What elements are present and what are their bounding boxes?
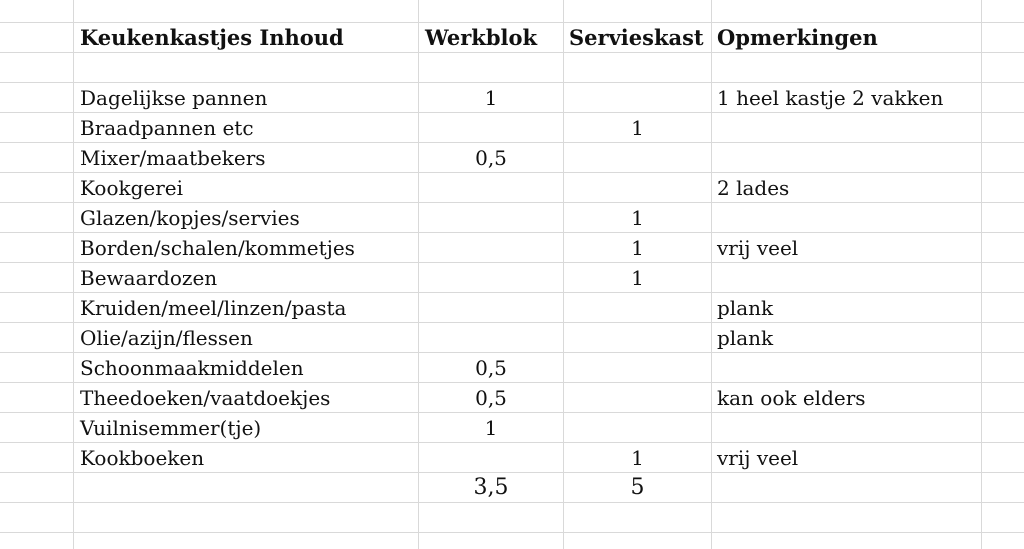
- cell-werkblok[interactable]: [419, 233, 563, 263]
- cell-servieskast[interactable]: 1: [631, 236, 644, 260]
- total-werkblok[interactable]: 3,5: [473, 475, 509, 500]
- cell-werkblok[interactable]: 0,5: [475, 146, 507, 170]
- cell-werkblok[interactable]: 1: [484, 416, 498, 440]
- cell-item[interactable]: Glazen/kopjes/servies: [80, 206, 300, 230]
- cell-servieskast[interactable]: 1: [631, 266, 644, 290]
- cell-servieskast[interactable]: [564, 383, 711, 413]
- cell-opmerking[interactable]: [717, 263, 981, 293]
- cell-opmerking[interactable]: vrij veel: [717, 236, 799, 260]
- cell-opmerking[interactable]: plank: [717, 326, 774, 350]
- cell-opmerking[interactable]: [717, 413, 981, 443]
- cell-servieskast[interactable]: [564, 323, 711, 353]
- cell-opmerking[interactable]: [717, 143, 981, 173]
- cell-item[interactable]: Braadpannen etc: [80, 116, 254, 140]
- cell-servieskast[interactable]: [564, 413, 711, 443]
- cell-werkblok[interactable]: 0,5: [475, 356, 507, 380]
- cell-servieskast[interactable]: [564, 353, 711, 383]
- cell-item[interactable]: Kookboeken: [80, 446, 205, 470]
- cell-servieskast[interactable]: [564, 293, 711, 323]
- cell-opmerking[interactable]: kan ook elders: [717, 386, 866, 410]
- cell-item[interactable]: Dagelijkse pannen: [80, 86, 268, 110]
- cell-opmerking[interactable]: 2 lades: [717, 176, 790, 200]
- cell-opmerking[interactable]: 1 heel kastje 2 vakken: [717, 86, 944, 110]
- cell-item[interactable]: Bewaardozen: [80, 266, 218, 290]
- header-cell-inhoud[interactable]: Keukenkastjes Inhoud: [80, 25, 344, 50]
- cell-servieskast[interactable]: 1: [631, 116, 644, 140]
- cell-werkblok[interactable]: 1: [484, 86, 498, 110]
- cell-werkblok[interactable]: 0,5: [475, 386, 507, 410]
- cell-item[interactable]: Schoonmaakmiddelen: [80, 356, 304, 380]
- cell-werkblok[interactable]: [419, 113, 563, 143]
- cell-item[interactable]: Kookgerei: [80, 176, 184, 200]
- cell-opmerking[interactable]: vrij veel: [717, 446, 799, 470]
- cell-opmerking[interactable]: plank: [717, 296, 774, 320]
- total-servieskast[interactable]: 5: [630, 475, 645, 500]
- header-cell-werkblok[interactable]: Werkblok: [425, 25, 538, 50]
- cell-werkblok[interactable]: [419, 323, 563, 353]
- cell-servieskast[interactable]: [564, 143, 711, 173]
- cell-werkblok[interactable]: [419, 293, 563, 323]
- cell-servieskast[interactable]: 1: [631, 206, 644, 230]
- header-cell-servieskast[interactable]: Servieskast: [569, 25, 704, 50]
- cell-opmerking[interactable]: [717, 203, 981, 233]
- cell-werkblok[interactable]: [419, 173, 563, 203]
- cell-item[interactable]: Kruiden/meel/linzen/pasta: [80, 296, 347, 320]
- cell-item[interactable]: Mixer/maatbekers: [80, 146, 266, 170]
- cell-opmerking[interactable]: [717, 113, 981, 143]
- cell-item[interactable]: Theedoeken/vaatdoekjes: [80, 386, 331, 410]
- header-cell-opmerkingen[interactable]: Opmerkingen: [717, 25, 878, 50]
- cell-werkblok[interactable]: [419, 263, 563, 293]
- cell-opmerking[interactable]: [717, 353, 981, 383]
- cell-werkblok[interactable]: [419, 443, 563, 473]
- cell-werkblok[interactable]: [419, 203, 563, 233]
- cell-servieskast[interactable]: 1: [631, 446, 644, 470]
- cell-servieskast[interactable]: [564, 83, 711, 113]
- cell-item[interactable]: Vuilnisemmer(tje): [80, 416, 262, 440]
- cell-item[interactable]: Borden/schalen/kommetjes: [80, 236, 355, 260]
- gridline-horizontal: [0, 532, 1024, 533]
- cell-servieskast[interactable]: [564, 173, 711, 203]
- cell-item[interactable]: Olie/azijn/flessen: [80, 326, 253, 350]
